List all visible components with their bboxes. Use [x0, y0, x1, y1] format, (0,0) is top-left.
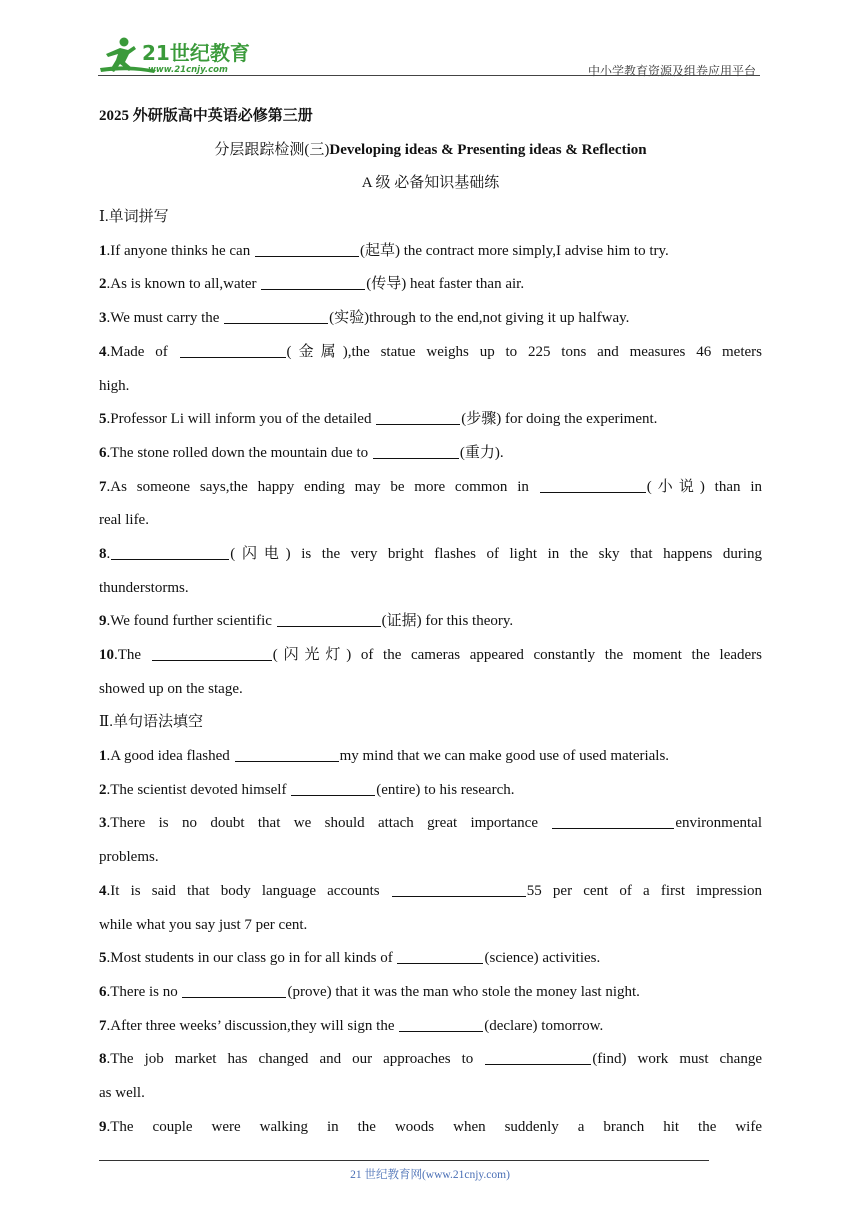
question-number: 5: [99, 950, 107, 967]
question-4-continued: high.: [99, 377, 130, 394]
question-number: 10: [99, 647, 114, 663]
question-number: 6: [99, 983, 107, 1000]
page-title: 2025 外研版高中英语必修第三册: [99, 108, 313, 124]
question-text: .: [106, 545, 111, 562]
question-text-after: my mind that we can make good use of used materials.: [339, 748, 670, 765]
question-6: [99, 437, 762, 471]
answer-blank[interactable]: [399, 1017, 483, 1032]
answer-blank[interactable]: [392, 882, 526, 897]
question-number: 1: [99, 748, 107, 765]
question-text-after: (起草) the contract more simply,I advise him to try.: [359, 242, 669, 259]
answer-blank[interactable]: [255, 242, 359, 257]
answer-blank[interactable]: [152, 646, 272, 661]
question-5: [99, 403, 762, 437]
question-4: [99, 336, 762, 370]
question-number: 9: [99, 1118, 107, 1135]
subtitle-en: Developing ideas & Presenting ideas & Reflection: [329, 141, 647, 158]
level-heading: A 级 必备知识基础练: [361, 175, 500, 192]
question-number: 3: [99, 815, 107, 832]
question-7: [99, 1010, 762, 1044]
question-8-continued: as well.: [99, 1084, 145, 1101]
21cnjy-logo: [98, 34, 258, 76]
question-text: .The job market has changed and our approaches to: [106, 1051, 485, 1068]
page-header: [98, 30, 760, 78]
footer-divider: [99, 1160, 709, 1161]
question-text-after: (重力).: [459, 444, 504, 461]
question-7-continued: real life.: [99, 512, 149, 529]
page-footer: 21 世纪教育网(www.21cnjy.com): [350, 1169, 510, 1181]
question-3: [99, 807, 762, 841]
question-text: .After three weeks’ discussion,they will sign the: [106, 1017, 399, 1034]
question-text-after: (find) work must change: [592, 1051, 762, 1068]
answer-blank[interactable]: [261, 275, 365, 290]
question-number: 1: [99, 242, 107, 259]
question-number: 7: [99, 478, 107, 495]
question-10: [99, 639, 762, 673]
question-3-continued: problems.: [99, 849, 159, 866]
question-text-after: (declare) tomorrow.: [484, 1017, 604, 1034]
answer-blank[interactable]: [376, 410, 460, 425]
question-2: [99, 268, 762, 302]
question-text: .Made of: [106, 343, 179, 360]
question-text: .As someone says,the happy ending may be more common in: [106, 478, 539, 495]
question-text-after: (小说) than in: [646, 478, 762, 495]
question-text-after: (实验)through to the end,not giving it up halfway.: [329, 310, 630, 327]
svg-text:www.21cnjy.com: www.21cnjy.com: [148, 65, 228, 75]
question-text-after: (证据) for this theory.: [381, 613, 514, 630]
question-3: [99, 302, 762, 336]
section1-heading: Ⅰ.单词拼写: [99, 209, 169, 226]
question-text: .The: [114, 647, 151, 663]
question-number: 3: [99, 310, 107, 327]
question-text-after: (entire) to his research.: [376, 781, 515, 798]
header-divider: [98, 75, 760, 76]
answer-blank[interactable]: [182, 983, 286, 998]
header-platform-text: 中小学教育资源及组卷应用平台: [587, 64, 756, 78]
question-text: .As is known to all,water: [106, 276, 261, 293]
question-1: [99, 235, 762, 269]
question-number: 2: [99, 276, 107, 293]
question-text: .Professor Li will inform you of the detailed: [106, 411, 376, 428]
question-text-after: (步骤) for doing the experiment.: [461, 411, 658, 428]
question-number: 2: [99, 781, 107, 798]
question-number: 7: [99, 1017, 107, 1034]
subtitle: [99, 134, 762, 168]
question-text-after: (闪电) is the very bright flashes of light in the sky that happens during: [230, 545, 762, 562]
section2-items: [99, 740, 762, 1144]
question-number: 9: [99, 613, 107, 630]
question-text: .We must carry the: [106, 310, 224, 327]
question-8: [99, 1043, 762, 1077]
question-text: .A good idea flashed: [106, 748, 234, 765]
question-text: .We found further scientific: [106, 613, 276, 630]
question-number: 4: [99, 882, 107, 899]
answer-blank[interactable]: [291, 781, 375, 796]
answer-blank[interactable]: [485, 1050, 591, 1065]
section2-heading: Ⅱ.单句语法填空: [99, 714, 203, 731]
question-7: [99, 471, 762, 505]
question-4-continued: while what you say just 7 per cent.: [99, 916, 308, 933]
question-text: .Most students in our class go in for all kinds of: [106, 950, 397, 967]
question-4: [99, 875, 762, 909]
question-text: .There is no: [106, 983, 182, 1000]
answer-blank[interactable]: [180, 343, 286, 358]
question-text: .It is said that body language accounts: [106, 882, 391, 899]
question-text-after: (金属),the statue weighs up to 225 tons and measures 46 meters: [286, 343, 762, 360]
question-number: 6: [99, 444, 107, 461]
question-text: .There is no doubt that we should attach great importance: [106, 815, 552, 832]
question-2: [99, 774, 762, 808]
question-10-continued: showed up on the stage.: [99, 680, 243, 697]
answer-blank[interactable]: [277, 612, 381, 627]
question-1: [99, 740, 762, 774]
question-text: .If anyone thinks he can: [106, 242, 254, 259]
question-text: .The couple were walking in the woods when suddenly a branch hit the wife: [106, 1118, 762, 1135]
question-number: 8: [99, 545, 107, 562]
svg-text:21世纪教育: 21世纪教育: [142, 41, 250, 65]
question-9: [99, 605, 762, 639]
question-9: [99, 1111, 762, 1145]
question-5: [99, 942, 762, 976]
question-8: [99, 538, 762, 572]
question-text-after: (闪光灯) of the cameras appeared constantly the moment the leaders: [272, 647, 762, 663]
question-text-after: environmental: [675, 815, 762, 832]
question-8-continued: thunderstorms.: [99, 579, 189, 596]
question-text: .The stone rolled down the mountain due to: [106, 444, 372, 461]
question-text-after: (prove) that it was the man who stole the money last night.: [287, 983, 640, 1000]
answer-blank[interactable]: [373, 444, 459, 459]
question-6: [99, 976, 762, 1010]
worksheet-content: [99, 100, 762, 1144]
subtitle-cn: 分层跟踪检测(三): [214, 141, 330, 158]
question-number: 4: [99, 343, 107, 360]
answer-blank[interactable]: [540, 478, 646, 493]
question-number: 5: [99, 411, 107, 428]
answer-blank[interactable]: [235, 747, 339, 762]
question-text: .The scientist devoted himself: [106, 781, 291, 798]
section1-items: [99, 235, 762, 707]
question-number: 8: [99, 1051, 107, 1068]
answer-blank[interactable]: [224, 309, 328, 324]
question-text-after: (science) activities.: [484, 950, 601, 967]
answer-blank[interactable]: [397, 949, 483, 964]
question-text-after: 55 per cent of a first impression: [526, 882, 762, 899]
answer-blank[interactable]: [552, 814, 674, 829]
question-text-after: (传导) heat faster than air.: [366, 276, 525, 293]
answer-blank[interactable]: [111, 545, 229, 560]
